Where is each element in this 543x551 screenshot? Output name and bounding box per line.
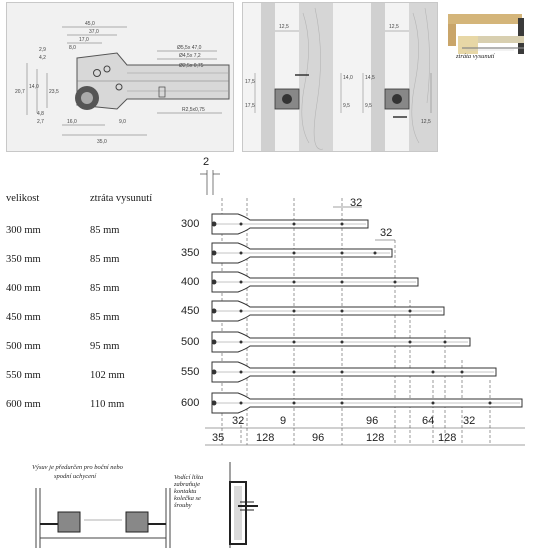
slide-label-500: 500 xyxy=(181,336,200,348)
d1-dim-3: 8,0 xyxy=(69,45,76,51)
d1-dim-13: 2,7 xyxy=(37,119,44,125)
dim-b2-2: 96 xyxy=(312,432,325,444)
dim-b1-1: 9 xyxy=(280,415,287,427)
dim-32-second: 32 xyxy=(380,227,393,239)
dim-b1-3: 64 xyxy=(422,415,435,427)
slide-label-550: 550 xyxy=(181,366,200,378)
top-dim-2: 2 xyxy=(203,156,210,168)
dim-b1-0: 32 xyxy=(232,415,245,427)
row-loss: 85 mm xyxy=(90,254,120,265)
d1-dim-5: 4,2 xyxy=(39,55,46,61)
note-right-line-1: Vodící lišta xyxy=(174,474,204,481)
slide-400 xyxy=(181,272,418,292)
d2-dim-6: 12,5 xyxy=(421,119,431,125)
d1-dim-0: 45,0 xyxy=(85,21,95,27)
row-size: 600 mm xyxy=(6,399,41,410)
header-loss: ztráta vysunutí xyxy=(90,193,153,204)
row-loss: 85 mm xyxy=(90,312,120,323)
row-size: 300 mm xyxy=(6,225,41,236)
header-size: velikost xyxy=(6,193,40,204)
d1-dim-12: 9,0 xyxy=(119,119,126,125)
row-loss: 85 mm xyxy=(90,225,120,236)
d1-dim-4: 2,9 xyxy=(39,47,46,53)
note-left-line-1: Výsuv je předurčen pro boční nebo xyxy=(32,464,123,471)
photo-caption: ztráta vysunutí xyxy=(456,53,495,60)
note-right-line-3: kontaktu xyxy=(174,488,197,495)
slide-350 xyxy=(181,243,392,263)
d2-dim-2: 17,5 xyxy=(245,103,255,109)
d1-dim-11: 35,0 xyxy=(97,139,107,145)
d1-dim-10: 16,0 xyxy=(67,119,77,125)
note-right-line-4: kolečka se xyxy=(174,495,201,502)
note-right-line-2: zabraňuje xyxy=(174,481,200,488)
dim-b2-1: 128 xyxy=(256,432,275,444)
row-size: 350 mm xyxy=(6,254,41,265)
row-loss: 102 mm xyxy=(90,370,125,381)
d2-dim-1: 14,0 xyxy=(343,75,353,81)
slide-label-600: 600 xyxy=(181,397,200,409)
d1-dim-9: 4,8 xyxy=(37,111,44,117)
row-loss: 85 mm xyxy=(90,283,120,294)
dim-b2-0: 35 xyxy=(212,432,225,444)
d2-dim-4: 14,5 xyxy=(365,75,375,81)
d2-dim-5: 9,5 xyxy=(343,103,350,109)
guide-rail-illustration xyxy=(170,462,290,548)
row-loss: 95 mm xyxy=(90,341,120,352)
d1-dim-8: 23,5 xyxy=(49,89,59,95)
d2-dim-0: 12,5 xyxy=(279,24,289,30)
slide-600 xyxy=(181,393,522,413)
dim-32-top: 32 xyxy=(350,197,363,209)
d1-dim-6: 20,7 xyxy=(15,89,25,95)
d2-dim-8: 17,5 xyxy=(245,79,255,85)
d1-dim-16: Ø2,5x 0,75 xyxy=(179,63,204,69)
row-size: 400 mm xyxy=(6,283,41,294)
row-size: 450 mm xyxy=(6,312,41,323)
dim-b2-4: 128 xyxy=(438,432,457,444)
mounting-illustration-left xyxy=(28,462,178,548)
d1-dim-15: Ø4,5x 7,2 xyxy=(179,53,201,59)
note-right-line-5: šrouby xyxy=(174,502,192,509)
slide-500 xyxy=(181,332,470,352)
dim-b1-2: 96 xyxy=(366,415,379,427)
row-loss: 110 mm xyxy=(90,399,125,410)
note-left-line-2: spodní uchycení xyxy=(54,473,97,480)
d1-dim-1: 37,0 xyxy=(89,29,99,35)
slide-label-350: 350 xyxy=(181,247,200,259)
dim-b1-4: 32 xyxy=(463,415,476,427)
row-size: 550 mm xyxy=(6,370,41,381)
d1-dim-7: 14,0 xyxy=(29,84,39,90)
d1-dim-17: R2,5x0,75 xyxy=(182,107,205,113)
d1-dim-14: Ø5,5x 47,0 xyxy=(177,45,202,51)
slide-label-450: 450 xyxy=(181,305,200,317)
d2-dim-7: 9,5 xyxy=(365,103,372,109)
slide-550 xyxy=(181,362,496,382)
slide-label-400: 400 xyxy=(181,276,200,288)
slide-label-300: 300 xyxy=(181,218,200,230)
row-size: 500 mm xyxy=(6,341,41,352)
dim-b2-3: 128 xyxy=(366,432,385,444)
d1-dim-2: 17,0 xyxy=(79,37,89,43)
mounting-left-svg xyxy=(28,462,178,548)
slide-300 xyxy=(181,214,368,234)
d2-dim-3: 12,5 xyxy=(389,24,399,30)
slide-450 xyxy=(181,301,444,321)
